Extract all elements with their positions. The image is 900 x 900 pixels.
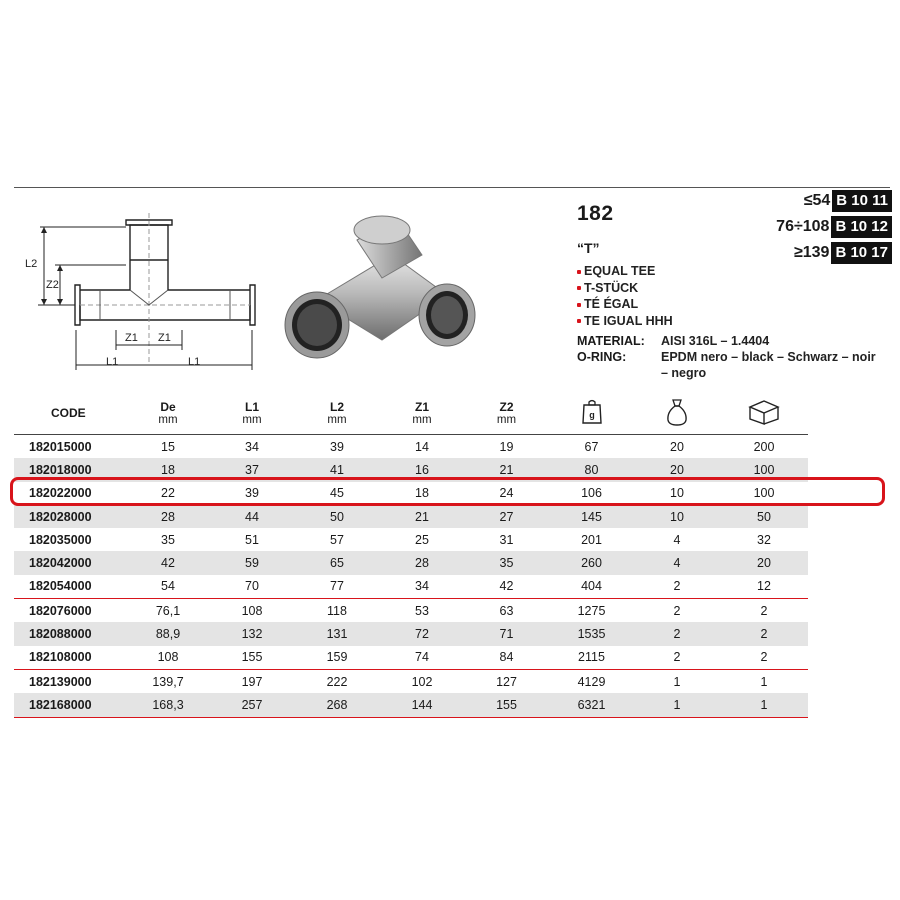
cell-de: 28 (126, 505, 210, 528)
cell-weight: 1275 (577, 603, 606, 618)
cell-l2: 57 (330, 532, 344, 547)
cell-l1: 197 (241, 674, 263, 689)
cell-box: 2 (720, 646, 808, 670)
cell-box: 1 (760, 674, 768, 689)
cell-code: 182168000 (14, 693, 126, 717)
cell-l2: 77 (294, 575, 380, 599)
cell-z2: 42 (464, 575, 549, 599)
cell-de: 139,7 (152, 674, 184, 689)
cell-z1: 28 (380, 551, 464, 574)
oring-label: O-RING: (577, 350, 627, 364)
cell-box: 1 (720, 693, 808, 717)
cell-l1: 51 (245, 532, 259, 547)
cell-code: 182108000 (14, 646, 126, 670)
cell-bag: 2 (634, 575, 720, 599)
cell-weight: 145 (549, 505, 634, 528)
cell-weight: 6321 (549, 693, 634, 717)
cell-code: 182076000 (29, 603, 92, 618)
cell-z2: 71 (464, 622, 549, 645)
material-label: MATERIAL: (577, 334, 645, 348)
dim-label-z1-right: Z1 (158, 332, 171, 344)
cell-l1: 108 (241, 603, 263, 618)
badge-range: ≥139 (793, 244, 830, 261)
cell-l2: 50 (294, 505, 380, 528)
cell-bag: 2 (634, 646, 720, 670)
table-row[interactable] (14, 575, 808, 599)
cell-code: 182088000 (14, 622, 126, 645)
table-row[interactable] (14, 458, 808, 481)
cell-weight: 2115 (549, 646, 634, 670)
cell-de: 76,1 (155, 603, 181, 618)
cell-bag: 10 (670, 486, 684, 501)
cell-de: 88,9 (126, 622, 210, 645)
box-icon (748, 399, 780, 425)
cell-l1: 34 (245, 439, 259, 454)
cell-de: 42 (126, 551, 210, 574)
cell-code: 182018000 (14, 458, 126, 481)
table-row[interactable] (14, 622, 808, 645)
catalog-badges (776, 190, 892, 268)
col-header-l2: L2 mm (294, 392, 380, 435)
cell-z2: 155 (464, 693, 549, 717)
badge-row (776, 216, 892, 238)
cell-z1: 74 (380, 646, 464, 670)
cell-z1: 72 (380, 622, 464, 645)
cell-de: 15 (161, 439, 175, 454)
cell-de: 18 (126, 458, 210, 481)
col-header-bag (634, 392, 720, 435)
badge-code: B 10 11 (832, 190, 892, 212)
cell-l1: 257 (210, 693, 294, 717)
cell-bag: 2 (634, 622, 720, 645)
cell-de: 54 (126, 575, 210, 599)
product-photo (272, 200, 487, 375)
col-header-de: De mm (126, 392, 210, 435)
svg-text:g: g (588, 409, 595, 420)
col-header-z2: Z2 mm (464, 392, 549, 435)
material-value: AISI 316L – 1.4404 (661, 334, 770, 348)
cell-z2: 21 (464, 458, 549, 481)
cell-code: 182028000 (14, 505, 126, 528)
cell-z2: 84 (464, 646, 549, 670)
cell-l1: 44 (210, 505, 294, 528)
cell-weight: 1535 (549, 622, 634, 645)
cell-l2: 159 (294, 646, 380, 670)
cell-bag: 2 (673, 603, 681, 618)
cell-box: 12 (720, 575, 808, 599)
cell-weight: 404 (549, 575, 634, 599)
cell-z2: 35 (464, 551, 549, 574)
product-table (14, 392, 808, 718)
name-de: T-STÜCK (577, 280, 673, 297)
dim-label-z1-left: Z1 (125, 332, 138, 344)
product-code: 182 (577, 202, 614, 225)
dim-label-l1-left: L1 (106, 356, 119, 368)
table-row[interactable] (14, 528, 808, 551)
cell-z1: 102 (411, 674, 433, 689)
cell-l1: 70 (210, 575, 294, 599)
cell-z2: 24 (499, 486, 514, 501)
cell-z1: 18 (415, 486, 429, 501)
table-row[interactable] (14, 646, 808, 670)
cell-z2: 27 (464, 505, 549, 528)
dim-label-l2: L2 (25, 258, 38, 270)
cell-code: 182042000 (14, 551, 126, 574)
cell-bag: 4 (673, 532, 681, 547)
cell-code: 182035000 (29, 532, 92, 547)
cell-l1: 39 (245, 486, 259, 501)
cell-z1: 16 (380, 458, 464, 481)
cell-box: 2 (760, 603, 768, 618)
cell-l2: 118 (327, 603, 347, 618)
cell-box: 20 (720, 551, 808, 574)
table-row[interactable] (14, 599, 808, 623)
dim-label-l1-right: L1 (188, 356, 201, 368)
col-header-weight (549, 392, 634, 435)
cell-z1: 25 (415, 532, 429, 547)
cell-weight: 106 (581, 486, 602, 501)
cell-weight: 80 (549, 458, 634, 481)
cell-de: 35 (161, 532, 175, 547)
badge-range: ≤54 (803, 192, 831, 209)
table-row[interactable] (14, 505, 808, 528)
cell-z2: 31 (499, 532, 514, 547)
top-divider (14, 187, 890, 188)
cell-weight: 260 (549, 551, 634, 574)
cell-z1: 21 (380, 505, 464, 528)
product-names-list (577, 263, 673, 329)
cell-weight: 67 (584, 439, 599, 454)
cell-code: 182022000 (29, 486, 92, 501)
badge-row (776, 190, 892, 212)
cell-bag: 20 (634, 458, 720, 481)
cell-bag: 1 (634, 693, 720, 717)
cell-weight: 201 (581, 532, 602, 547)
cell-l2: 45 (330, 486, 344, 501)
table-row[interactable] (14, 435, 808, 459)
table-row[interactable] (14, 669, 808, 693)
cell-code: 182054000 (14, 575, 126, 599)
cell-l1: 59 (210, 551, 294, 574)
cell-z1: 14 (415, 439, 429, 454)
table-row[interactable] (14, 693, 808, 717)
cell-box: 100 (720, 458, 808, 481)
cell-box: 50 (720, 505, 808, 528)
cell-z1: 34 (380, 575, 464, 599)
cell-l2: 222 (326, 674, 348, 689)
bag-icon (665, 398, 689, 426)
cell-l2: 41 (294, 458, 380, 481)
cell-box: 32 (757, 532, 771, 547)
cell-z1: 144 (380, 693, 464, 717)
cell-de: 22 (161, 486, 175, 501)
cell-l2: 268 (294, 693, 380, 717)
cell-weight: 4129 (577, 674, 606, 689)
badge-range: 76÷108 (776, 218, 830, 235)
name-es: TE IGUAL HHH (577, 313, 673, 330)
cell-l1: 155 (210, 646, 294, 670)
product-name: “T” (577, 240, 600, 256)
col-header-box (720, 392, 808, 435)
col-header-z1: Z1 mm (380, 392, 464, 435)
col-header-code: CODE (14, 392, 126, 435)
cell-l1: 37 (210, 458, 294, 481)
weight-icon (581, 399, 603, 425)
badge-code: B 10 12 (831, 216, 892, 238)
cell-l1: 132 (210, 622, 294, 645)
cell-z1: 53 (415, 603, 429, 618)
cell-l2: 65 (294, 551, 380, 574)
badge-row (776, 242, 892, 264)
cell-l2: 131 (294, 622, 380, 645)
table-row-highlighted[interactable] (14, 482, 808, 505)
cell-z2: 19 (499, 439, 514, 454)
cell-box: 2 (720, 622, 808, 645)
cell-bag: 20 (670, 439, 684, 454)
cell-l2: 39 (330, 439, 344, 454)
cell-de: 168,3 (126, 693, 210, 717)
cell-bag: 10 (634, 505, 720, 528)
name-en: EQUAL TEE (577, 263, 673, 280)
cell-z2: 63 (499, 603, 514, 618)
cell-box: 100 (753, 486, 775, 501)
tee-technical-drawing (20, 205, 270, 380)
name-fr: TÉ ÉGAL (577, 296, 673, 313)
cell-z2: 127 (496, 674, 517, 689)
cell-de: 108 (126, 646, 210, 670)
cell-box: 200 (753, 439, 775, 454)
dim-label-z2: Z2 (46, 279, 59, 291)
badge-code: B 10 17 (831, 242, 892, 264)
oring-value: EPDM nero – black – Schwarz – noir – negro (661, 350, 876, 380)
cell-bag: 1 (673, 674, 681, 689)
cell-code: 182015000 (29, 439, 92, 454)
cell-code: 182139000 (29, 674, 92, 689)
col-header-l1: L1 mm (210, 392, 294, 435)
cell-bag: 4 (634, 551, 720, 574)
table-row[interactable] (14, 551, 808, 574)
